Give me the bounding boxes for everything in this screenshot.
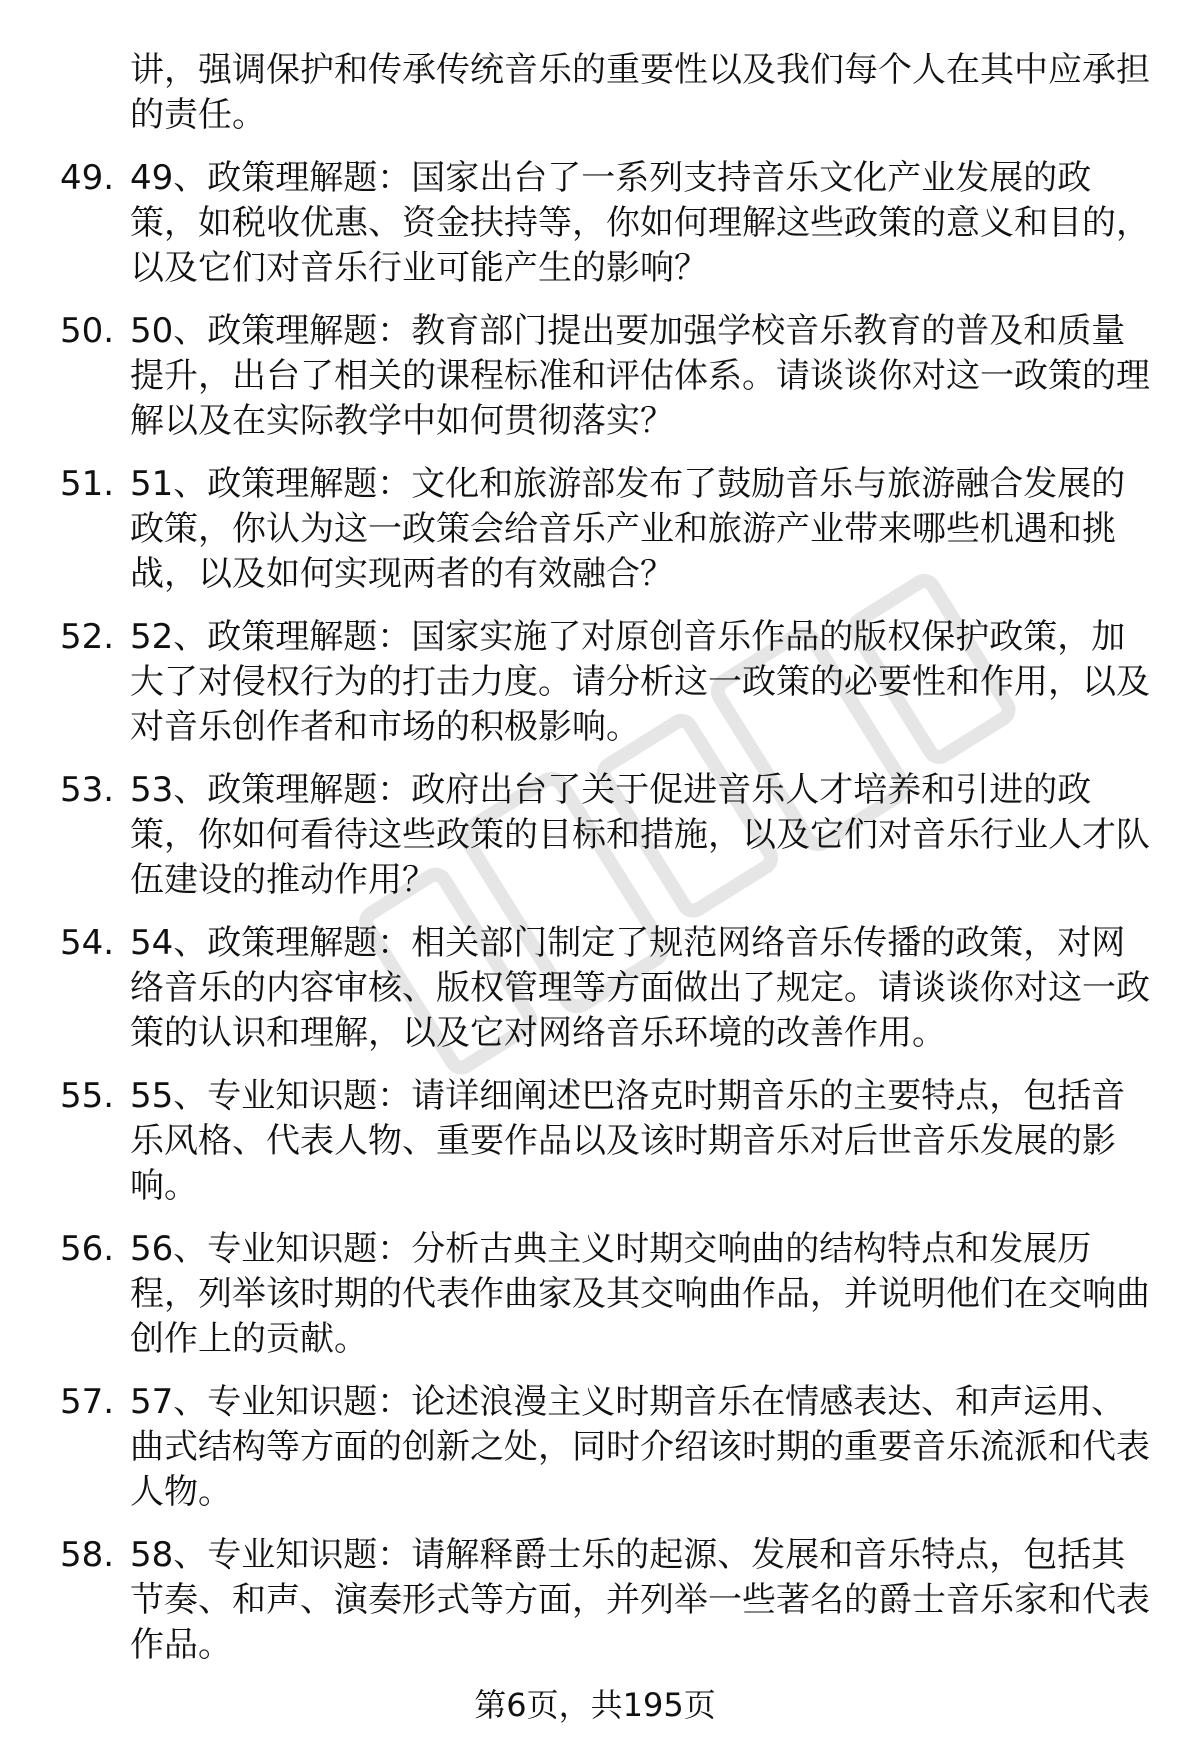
item-number: 56.: [60, 1229, 115, 1269]
item-number: 54.: [60, 923, 115, 963]
item-number: 52.: [60, 617, 115, 657]
list-item: [60, 1380, 1150, 1515]
content-area: [60, 48, 1150, 1686]
carryover-paragraph: 讲，强调保护和传承传统音乐的重要性以及我们每个人在其中应承担的责任。: [130, 50, 1150, 135]
item-number: 57.: [60, 1382, 115, 1422]
list-item: [60, 921, 1150, 1056]
list-item: [60, 462, 1150, 597]
list-item: [60, 1227, 1150, 1362]
list-item: [60, 615, 1150, 750]
item-text: 52、政策理解题：国家实施了对原创音乐作品的版权保护政策，加大了对侵权行为的打击力度。请分析这一政策的必要性和作用，以及对音乐创作者和市场的积极影响。: [130, 617, 1150, 747]
list-item: [60, 1533, 1150, 1668]
list-item: [60, 156, 1150, 291]
item-text: 56、专业知识题：分析古典主义时期交响曲的结构特点和发展历程，列举该时期的代表作曲家及其交响曲作品，并说明他们在交响曲创作上的贡献。: [130, 1229, 1150, 1359]
item-number: 53.: [60, 770, 115, 810]
page-footer: 第6页，共195页: [474, 1686, 716, 1724]
item-text: 49、政策理解题：国家出台了一系列支持音乐文化产业发展的政策，如税收优惠、资金扶持等，你如何理解这些政策的意义和目的，以及它们对音乐行业可能产生的影响？: [130, 158, 1150, 288]
item-text: 55、专业知识题：请详细阐述巴洛克时期音乐的主要特点，包括音乐风格、代表人物、重要作品以及该时期音乐对后世音乐发展的影响。: [130, 1076, 1126, 1206]
item-number: 49.: [60, 158, 115, 198]
item-text: 53、政策理解题：政府出台了关于促进音乐人才培养和引进的政策，你如何看待这些政策的目标和措施，以及它们对音乐行业人才队伍建设的推动作用？: [130, 770, 1150, 900]
list-item: [60, 1074, 1150, 1209]
item-text: 57、专业知识题：论述浪漫主义时期音乐在情感表达、和声运用、曲式结构等方面的创新之处，同时介绍该时期的重要音乐流派和代表人物。: [130, 1382, 1150, 1512]
item-text: 51、政策理解题：文化和旅游部发布了鼓励音乐与旅游融合发展的政策，你认为这一政策会给音乐产业和旅游产业带来哪些机遇和挑战，以及如何实现两者的有效融合？: [130, 464, 1126, 594]
list-item: [60, 309, 1150, 444]
item-number: 51.: [60, 464, 115, 504]
item-number: 55.: [60, 1076, 115, 1116]
item-number: 50.: [60, 311, 115, 351]
item-number: 58.: [60, 1535, 115, 1575]
question-list: [60, 156, 1150, 1668]
item-text: 58、专业知识题：请解释爵士乐的起源、发展和音乐特点，包括其节奏、和声、演奏形式等方面，并列举一些著名的爵士音乐家和代表作品。: [130, 1535, 1150, 1665]
item-text: 54、政策理解题：相关部门制定了规范网络音乐传播的政策，对网络音乐的内容审核、版权管理等方面做出了规定。请谈谈你对这一政策的认识和理解，以及它对网络音乐环境的改善作用。: [130, 923, 1150, 1053]
item-text: 50、政策理解题：教育部门提出要加强学校音乐教育的普及和质量提升，出台了相关的课程标准和评估体系。请谈谈你对这一政策的理解以及在实际教学中如何贯彻落实？: [130, 311, 1150, 441]
list-item: [60, 768, 1150, 903]
